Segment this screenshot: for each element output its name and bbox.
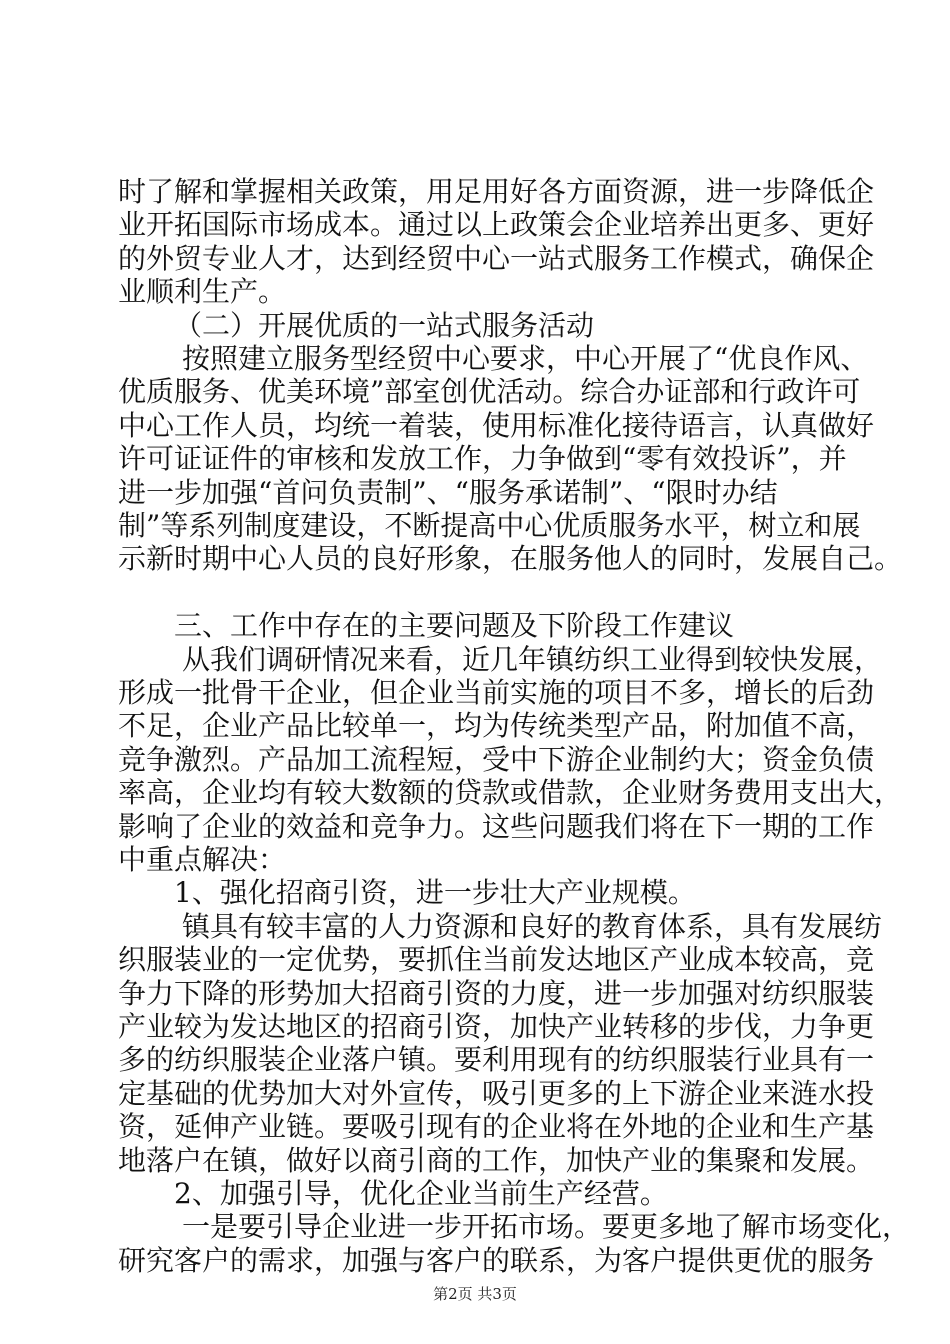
body-text-line: 的外贸专业人才，达到经贸中心一站式服务工作模式，确保企 — [118, 242, 875, 275]
body-text-line: 地落户在镇，做好以商引商的工作，加快产业的集聚和发展。 — [118, 1144, 875, 1177]
body-text-line: 一是要引导企业进一步开拓市场。要更多地了解市场变化， — [182, 1210, 911, 1243]
section-heading: 三、工作中存在的主要问题及下阶段工作建议 — [174, 609, 735, 642]
body-text-line: 按照建立服务型经贸中心要求，中心开展了“优良作风、 — [182, 342, 869, 375]
body-text-line: 多的纺织服装企业落户镇。要利用现有的纺织服装行业具有一 — [118, 1043, 875, 1076]
body-text-line: 形成一批骨干企业，但企业当前实施的项目不多，增长的后劲 — [118, 676, 875, 709]
body-text-line: 研究客户的需求，加强与客户的联系，为客户提供更优的服务 — [118, 1244, 875, 1277]
subsection-heading: 1、强化招商引资，进一步壮大产业规模。 — [174, 876, 696, 909]
body-text-line: 进一步加强“首问负责制”、“服务承诺制”、“限时办结 — [118, 476, 778, 509]
body-text-line: 业开拓国际市场成本。通过以上政策会企业培养出更多、更好 — [118, 208, 875, 241]
body-text-line: 织服装业的一定优势，要抓住当前发达地区产业成本较高，竞 — [118, 943, 875, 976]
body-text-line: 制”等系列制度建设，不断提高中心优质服务水平，树立和展 — [118, 509, 861, 542]
body-text-line: 中心工作人员，均统一着装，使用标准化接待语言，认真做好 — [118, 409, 875, 442]
body-text-line: 优质服务、优美环境”部室创优活动。综合办证部和行政许可 — [118, 375, 861, 408]
body-text-line: 影响了企业的效益和竞争力。这些问题我们将在下一期的工作 — [118, 810, 875, 843]
subsection-heading: 2、加强引导，优化企业当前生产经营。 — [174, 1177, 668, 1210]
page-number-footer: 第2页 共3页 — [433, 1285, 517, 1303]
body-text-line: 争力下降的形势加大招商引资的力度，进一步加强对纺织服装 — [118, 977, 875, 1010]
body-text-line: 中重点解决： — [118, 843, 287, 876]
body-text-line: 示新时期中心人员的良好形象，在服务他人的同时，发展自己。 — [118, 542, 903, 575]
body-text-line: 镇具有较丰富的人力资源和良好的教育体系，具有发展纺 — [182, 910, 883, 943]
body-text-line: 定基础的优势加大对外宣传，吸引更多的上下游企业来涟水投 — [118, 1077, 875, 1110]
body-text-line: 业顺利生产。 — [118, 275, 287, 308]
body-text-line: 资，延伸产业链。要吸引现有的企业将在外地的企业和生产基 — [118, 1110, 875, 1143]
body-text-line: 产业较为发达地区的招商引资，加快产业转移的步伐，力争更 — [118, 1010, 875, 1043]
body-text-line: 不足，企业产品比较单一，均为传统类型产品，附加值不高， — [118, 709, 875, 742]
body-text-line: 从我们调研情况来看，近几年镇纺织工业得到较快发展， — [182, 643, 883, 676]
body-text-line: 率高，企业均有较大数额的贷款或借款，企业财务费用支出大， — [118, 776, 903, 809]
body-text-line: 时了解和掌握相关政策，用足用好各方面资源，进一步降低企 — [118, 175, 875, 208]
body-text-line: 竞争激烈。产品加工流程短，受中下游企业制约大；资金负债 — [118, 743, 875, 776]
section-heading: （二）开展优质的一站式服务活动 — [174, 309, 595, 342]
body-text-line: 许可证证件的审核和发放工作，力争做到“零有效投诉”，并 — [118, 442, 847, 475]
